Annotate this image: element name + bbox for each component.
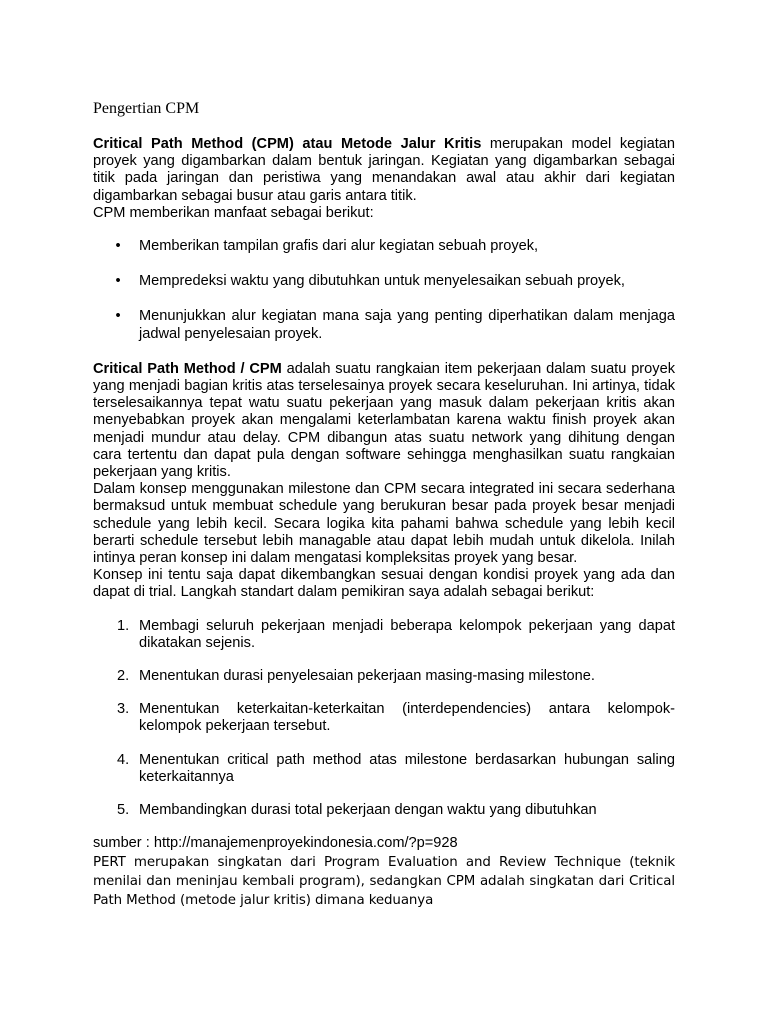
- step-number: 5.: [117, 802, 130, 819]
- list-item-text: Menunjukkan alur kegiatan mana saja yang penting diperhatikan dalam menjaga jadwal penyelesaian proyek.: [139, 308, 675, 342]
- list-item: [93, 618, 675, 652]
- document-page: [93, 100, 675, 910]
- step-number: 2.: [117, 668, 130, 685]
- list-item: [93, 308, 675, 342]
- list-item: [93, 273, 675, 290]
- step-text: Membagi seluruh pekerjaan menjadi beberapa kelompok pekerjaan yang dapat dikatakan sejenis.: [139, 617, 675, 651]
- steps-intro: Konsep ini tentu saja dapat dikembangkan sesuai dengan kondisi proyek yang ada dan dapat di trial. Langkah standart dalam pemikiran saya adalah sebagai berikut:: [93, 567, 675, 601]
- intro-lead: Critical Path Method (CPM) atau Metode Jalur Kritis: [93, 136, 482, 152]
- steps-list: [93, 618, 675, 820]
- list-item-text: Mempredeksi waktu yang dibutuhkan untuk menyelesaikan sebuah proyek,: [139, 273, 625, 290]
- list-item: [93, 752, 675, 786]
- intro-text: merupakan model kegiatan proyek yang digambarkan dalam bentuk jaringan. Kegiatan yang digambarkan sebagai titik pada jaringan dan peristiwa yang menandakan awal atau akhir dari kegiatan digambarkan sebagai busur atau garis antara titik.: [93, 136, 675, 204]
- step-text: Menentukan critical path method atas milestone berdasarkan hubungan saling keterkaitannya: [139, 751, 675, 785]
- list-item-text: Memberikan tampilan grafis dari alur kegiatan sebuah proyek,: [139, 238, 539, 255]
- list-item: [93, 668, 675, 685]
- benefits-intro: CPM memberikan manfaat sebagai berikut:: [93, 204, 374, 221]
- concept-paragraph: Dalam konsep menggunakan milestone dan CPM secara integrated ini secara sederhana bermaksud untuk membuat schedule yang berukuran besar pada proyek besar menjadi schedule yang lebih kecil. Secara logika kita pahami bahwa schedule yang lebih kecil berarti schedule tersebut lebih managable atau dapat lebih mudah untuk dikelola. Inilah intinya peran konsep ini dalam mengatasi kompleksitas proyek yang besar.: [93, 481, 675, 567]
- bullet-icon: •: [115, 308, 121, 325]
- step-number: 4.: [117, 751, 130, 768]
- step-text: Menentukan keterkaitan-keterkaitan (interdependencies) antara kelompok-kelompok pekerjaan tersebut.: [139, 701, 675, 735]
- list-item: [93, 238, 675, 255]
- definition-text: adalah suatu rangkaian item pekerjaan dalam suatu proyek yang menjadi bagian kritis atas terselesainya proyek secara keseluruhan. Ini artinya, tidak terselesaikannya tepat watu suatu pekerjaan yang masuk dalam pekerjaan kritis akan menyebabkan proyek akan mengalami keterlambatan karena waktu finish proyek akan menjadi mundur atau delay. CPM dibangun atas suatu network yang dihitung dengan cara tertentu dan dapat pula dengan software sehingga menghasilkan suatu rangkaian pekerjaan yang kritis.: [93, 360, 675, 481]
- bullet-icon: •: [115, 238, 121, 255]
- intro-paragraph: [93, 136, 675, 205]
- step-number: 3.: [117, 701, 130, 718]
- list-item: [93, 802, 675, 819]
- pert-paragraph: PERT merupakan singkatan dari Program Evaluation and Review Technique (teknik menilai dan meninjau kembali program), sedangkan CPM adalah singkatan dari Critical Path Method (metode jalur kritis) dimana keduanya: [93, 854, 675, 908]
- step-number: 1.: [117, 617, 130, 634]
- step-text: Menentukan durasi penyelesaian pekerjaan masing-masing milestone.: [139, 668, 595, 685]
- benefits-list: [93, 238, 675, 343]
- source-line: sumber : http://manajemenproyekindonesia.com/?p=928: [93, 835, 458, 852]
- bullet-icon: •: [115, 273, 121, 290]
- step-text: Membandingkan durasi total pekerjaan dengan waktu yang dibutuhkan: [139, 802, 597, 819]
- definition-lead: Critical Path Method / CPM: [93, 360, 282, 377]
- list-item: [93, 701, 675, 735]
- document-title: Pengertian CPM: [93, 100, 200, 117]
- definition-paragraph: [93, 361, 675, 481]
